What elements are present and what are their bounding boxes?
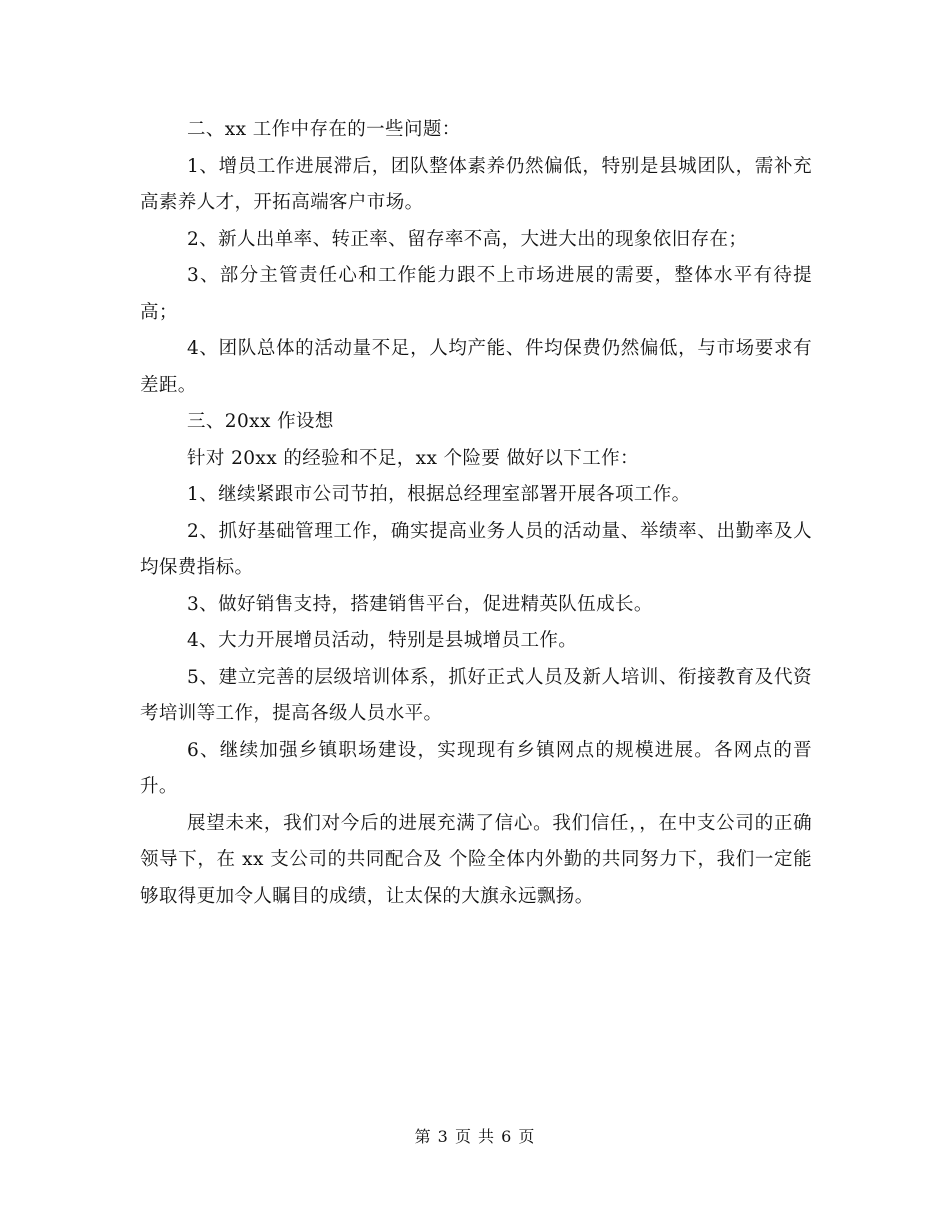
section-heading-problems: 二、xx 工作中存在的一些问题：	[187, 119, 461, 140]
plan-intro: 针对 20xx 的经验和不足，xx 个险要 做好以下工作：	[187, 447, 639, 469]
document-body	[140, 112, 812, 915]
plan-item-5: 5、建立完善的层级培训体系，抓好正式人员及新人培训、衔接教育及代资考培训等工作，提高各级人员水平。	[140, 666, 812, 724]
plan-item-1: 1、继续紧跟市公司节拍，根据总经理室部署开展各项工作。	[187, 484, 691, 505]
problem-item-3: 3、部分主管责任心和工作能力跟不上市场进展的需要，整体水平有待提高；	[140, 265, 812, 323]
plan-item-6: 6、继续加强乡镇职场建设，实现现有乡镇网点的规模进展。各网点的晋升。	[140, 739, 812, 797]
plan-item-4: 4、大力开展增员活动，特别是县城增员工作。	[187, 630, 578, 651]
section-heading-plan: 三、20xx 作设想	[187, 411, 334, 432]
page-number-footer: 第 3 页 共 6 页	[414, 1127, 536, 1146]
plan-item-2: 2、抓好基础管理工作，确实提高业务人员的活动量、举绩率、出勤率及人均保费指标。	[140, 520, 812, 578]
problem-item-4: 4、团队总体的活动量不足，人均产能、件均保费仍然偏低，与市场要求有差距。	[140, 338, 812, 396]
problem-item-1: 1、增员工作进展滞后，团队整体素养仍然偏低，特别是县城团队，需补充高素养人才，开拓高端客户市场。	[140, 155, 812, 213]
problem-item-2: 2、新人出单率、转正率、留存率不高，大进大出的现象依旧存在；	[187, 228, 748, 250]
closing-paragraph: 展望未来，我们对今后的进展充满了信心。我们信任，，在中支公司的正确领导下，在 xx 支公司的共同配合及 个险全体内外勤的共同努力下，我们一定能够取得更加令人瞩目的成绩，让太保的大旗永远飘扬。	[140, 812, 812, 907]
plan-item-3: 3、做好销售支持，搭建销售平台，促进精英队伍成长。	[187, 593, 653, 615]
